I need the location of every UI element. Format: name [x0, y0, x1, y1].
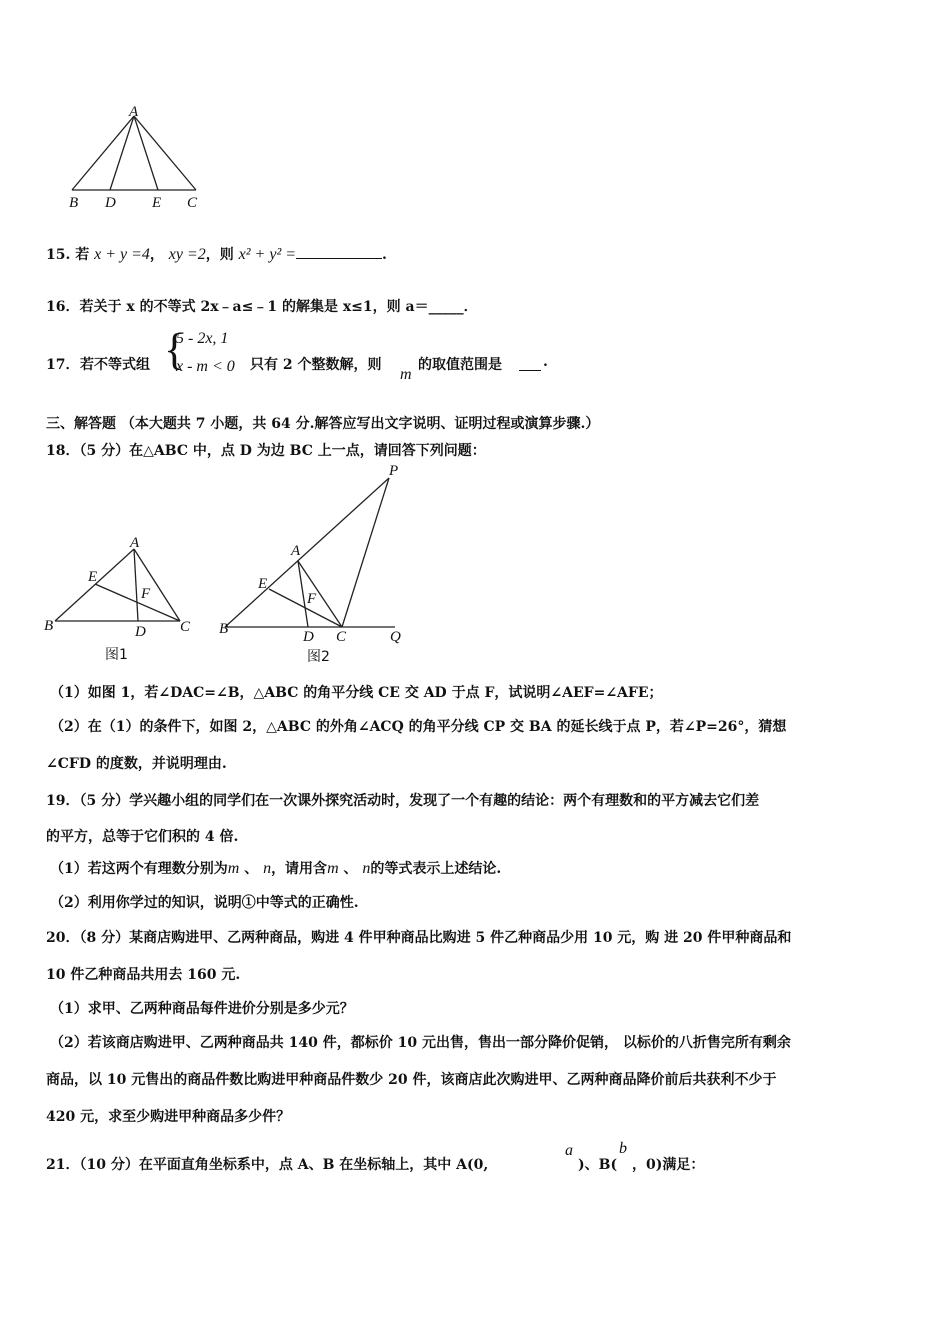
fig1-label-F: F — [141, 586, 151, 602]
figure-triangle-abdec — [60, 100, 210, 215]
fig2-caption: 图2 — [307, 649, 330, 665]
q21-var-a: a — [565, 1142, 573, 1159]
fig2-label-E: E — [258, 576, 268, 592]
fig2-label-A: A — [291, 543, 301, 559]
q19-p1-pre: （1）若这两个有理数分别为 — [50, 861, 228, 877]
q19-p1-mid: ，请用含 — [271, 861, 328, 877]
q17-row1: 5 - 2x, 1 — [176, 330, 229, 347]
q15-number: 15. — [46, 247, 71, 263]
q17-post: 的取值范围是 — [418, 357, 502, 373]
q19-var-m-2: m — [327, 860, 339, 877]
fig2-label-B: B — [219, 621, 229, 637]
q17-mid: 只有 2 个整数解，则 — [250, 357, 382, 373]
figure-2 — [215, 465, 415, 670]
q17-number: 17． — [46, 357, 80, 373]
q20-part2-line1: （2）若该商店购进甲、乙两种商品共 140 件，都标价 10 元出售，售出一部分降价促销， 以标价的八折售完所有剩余 — [50, 1035, 791, 1051]
q21-prefix: 21．（10 分）在平面直角坐标系中，点 A、B 在坐标轴上，其中 A(0, — [46, 1157, 489, 1173]
q20-part2-line3: 420 元，求至少购进甲种商品多少件？ — [46, 1109, 291, 1125]
fig1-label-C: C — [180, 619, 191, 635]
fig1-caption: 图1 — [105, 647, 128, 663]
fig2-label-F: F — [307, 591, 317, 607]
q19-line2: 的平方，总等于它们积的 4 倍. — [46, 829, 239, 845]
q18-part1: （1）如图 1，若∠DAC=∠B，△ABC 的角平分线 CE 交 AD 于点 F，试说明∠AEF=∠AFE； — [50, 685, 663, 701]
q17-row2: x - m < 0 — [176, 358, 235, 375]
q17-var-m: m — [400, 366, 412, 383]
q21-var-b: b — [619, 1140, 627, 1157]
q18-part2-line1: （2）在（1）的条件下，如图 2，△ABC 的外角∠ACQ 的角平分线 CP 交 BA 的延长线于点 P，若∠P=26°，猜想 — [50, 719, 787, 735]
fig2-label-Q: Q — [390, 629, 401, 645]
q15-eq1: x + y =4 — [94, 246, 150, 263]
question-18-stem: 18．（5 分）在△ABC 中，点 D 为边 BC 上一点，请回答下列问题： — [46, 443, 486, 459]
q19-var-n: n — [263, 860, 272, 877]
q19-var-n-2: n — [362, 860, 371, 877]
q19-line1: 19．（5 分）学兴趣小组的同学们在一次课外探究活动时，发现了一个有趣的结论：两个有理数和的平方减去它们差 — [46, 793, 760, 809]
q15-then: ，则 — [205, 247, 234, 263]
q20-line1: 20．（8 分）某商店购进甲、乙两种商品，购进 4 件甲种商品比购进 5 件乙种商品少用 10 元，购 进 20 件甲种商品和 — [46, 930, 792, 946]
q19-part1 — [50, 858, 501, 878]
question-15 — [46, 244, 387, 264]
q20-line2: 10 件乙种商品共用去 160 元. — [46, 967, 241, 983]
figure-1 — [40, 535, 200, 665]
question-21 — [46, 1140, 746, 1180]
question-17 — [46, 326, 646, 386]
q15-end: . — [382, 247, 387, 263]
q17-end: . — [543, 354, 548, 370]
fig2-label-D: D — [303, 629, 314, 645]
q19-sep: 、 — [244, 861, 259, 877]
q15-expr: x² + y² = — [238, 246, 297, 263]
fig1-label-E: E — [88, 569, 98, 585]
fig2-label-C: C — [336, 629, 347, 645]
fig1-label-D: D — [135, 624, 146, 640]
q15-answer-blank[interactable] — [296, 244, 382, 259]
q19-sep-2: 、 — [343, 861, 358, 877]
q20-part2-line2: 商品，以 10 元售出的商品件数比购进甲种商品件数少 20 件，该商店此次购进甲、乙两种商品降价前后共获利不少于 — [46, 1072, 777, 1088]
system-brace: { — [164, 325, 186, 374]
label-E: E — [152, 195, 162, 211]
q17-prefix: 若不等式组 — [80, 357, 150, 373]
label-C: C — [187, 195, 198, 211]
q21-post: ，0)满足： — [632, 1157, 705, 1173]
q15-eq2: xy =2 — [168, 246, 206, 263]
q15-sep: ， — [149, 247, 164, 263]
q20-part1: （1）求甲、乙两种商品每件进价分别是多少元？ — [50, 1001, 354, 1017]
fig1-label-A: A — [130, 535, 140, 551]
label-B: B — [69, 195, 79, 211]
q19-part2: （2）利用你学过的知识，说明①中等式的正确性. — [50, 895, 359, 911]
section-3-heading: 三、解答题 （本大题共 7 小题，共 64 分.解答应写出文字说明、证明过程或演算步骤.） — [46, 416, 600, 432]
q17-answer-blank[interactable] — [519, 356, 541, 371]
q21-mid: )、B( — [578, 1157, 618, 1173]
question-16: 16．若关于 x 的不等式 2x﹣a≤﹣1 的解集是 x≤1，则 a＝_____． — [46, 299, 478, 315]
q15-prefix: 若 — [75, 247, 90, 263]
q19-p1-post: 的等式表示上述结论. — [370, 861, 502, 877]
fig2-label-P: P — [389, 465, 399, 479]
q19-var-m: m — [227, 860, 240, 877]
q18-part2-line2: ∠CFD 的度数，并说明理由. — [46, 756, 227, 772]
label-A: A — [129, 104, 139, 120]
label-D: D — [105, 195, 116, 211]
fig1-label-B: B — [44, 618, 54, 634]
